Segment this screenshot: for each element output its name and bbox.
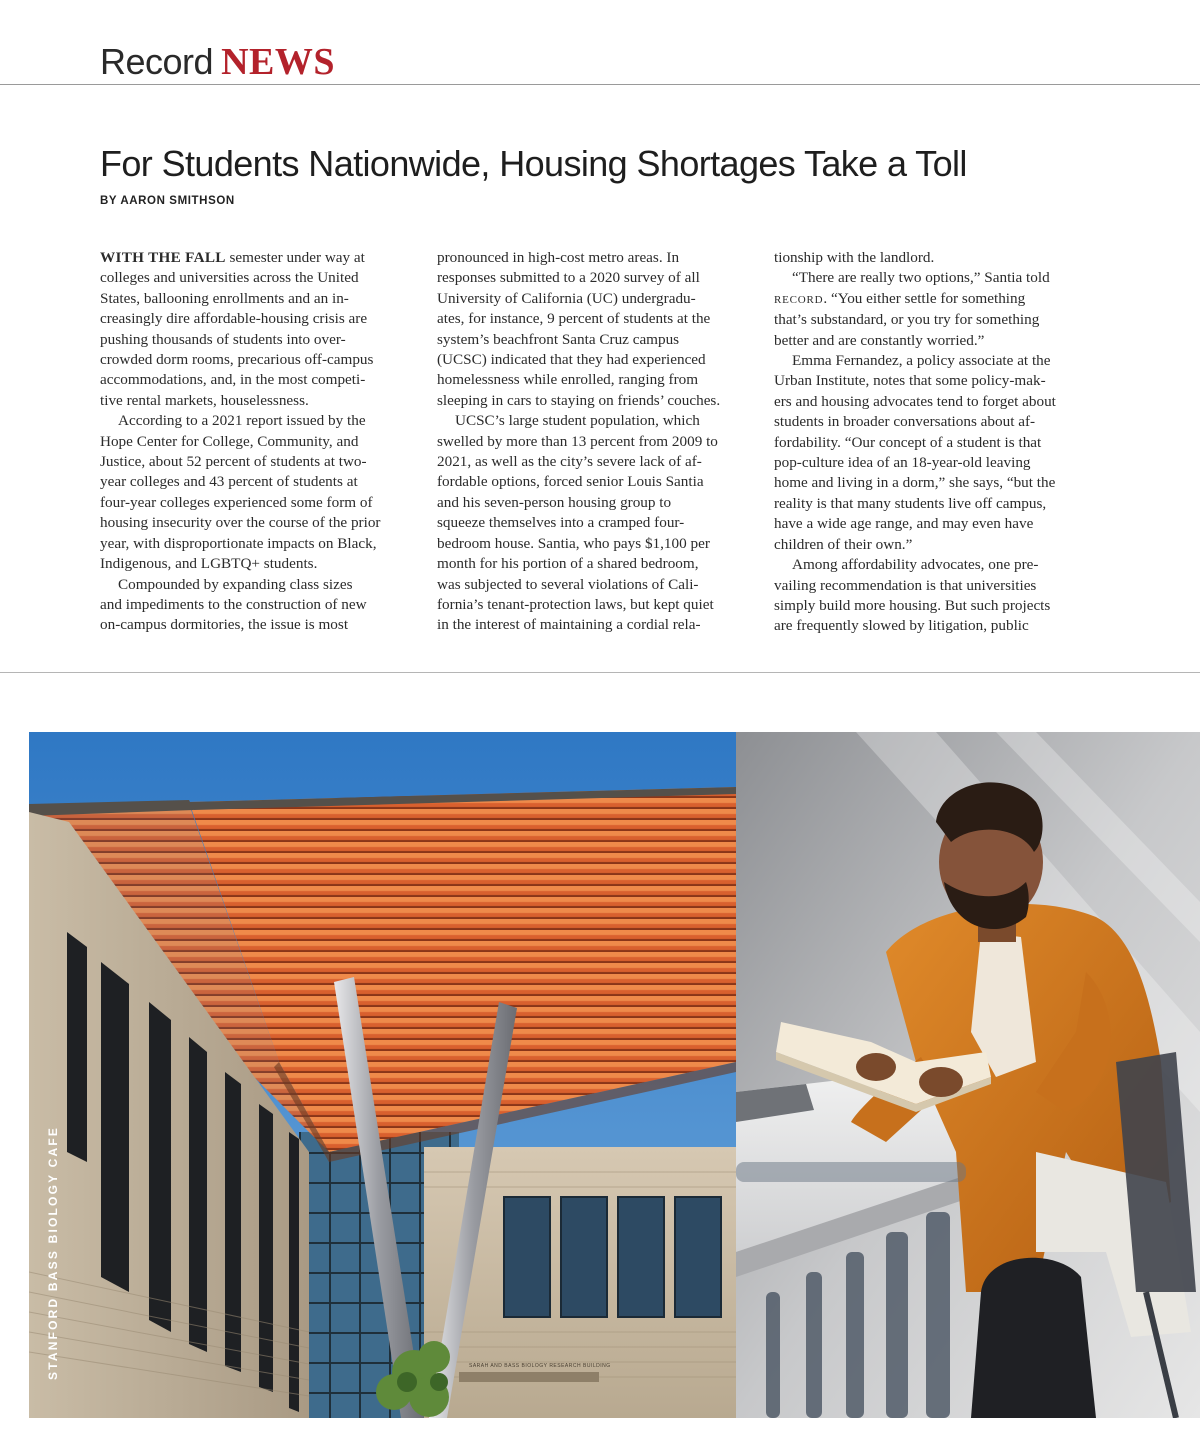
text-line: was subjected to several violations of Cali- <box>437 575 699 593</box>
text-line: pushing thousands of students into over- <box>100 330 346 348</box>
text-line: fornia’s tenant-protection laws, but kept quiet <box>437 595 714 613</box>
text-line: UCSC’s large student population, which <box>455 412 700 430</box>
lead-in: WITH THE FALL <box>100 249 226 266</box>
text-line: fordability. “Our concept of a student is that <box>774 433 1042 451</box>
section-name-light: Record <box>100 41 214 82</box>
text-line: tive rental markets, houselessness. <box>100 391 309 409</box>
text-line: home and living in a dorm,” she says, “but the <box>774 474 1056 492</box>
text-line: pronounced in high-cost metro areas. In <box>437 249 680 266</box>
text-line: pop-culture idea of an 18-year-old leaving <box>774 454 1031 472</box>
quote-continuation: . “You either settle for something <box>823 289 1026 307</box>
text-line: reality is that many students live off campus, <box>774 494 1047 512</box>
publication-name-smallcaps: RECORD <box>774 293 824 306</box>
header-divider <box>0 84 1200 85</box>
text-line: housing insecurity over the course of the prior <box>100 514 381 532</box>
text-line: accommodations, and, in the most competi- <box>100 371 366 389</box>
text-line: ates, for instance, 9 percent of students at the <box>437 310 711 328</box>
building-photo <box>29 732 736 1418</box>
text-line: According to a 2021 report issued by the <box>118 412 366 430</box>
text-line: are frequently slowed by litigation, public <box>774 617 1029 635</box>
article-column-2 <box>437 248 749 636</box>
text-line: sleeping in cars to staying on friends’ couches. <box>437 391 721 409</box>
building-sign: SARAH AND BASS BIOLOGY RESEARCH BUILDING <box>469 1363 611 1369</box>
article-column-3 <box>774 248 1086 637</box>
text-line: month for his portion of a shared bedroom, <box>437 555 699 573</box>
text-line: bedroom house. Santia, who pays $1,100 per <box>437 534 710 552</box>
text-line: fordable options, forced senior Louis Santia <box>437 473 704 491</box>
article-column-1 <box>100 248 412 636</box>
text-line: Urban Institute, notes that some policy-mak- <box>774 372 1046 390</box>
text-line: vailing recommendation is that universities <box>774 576 1037 594</box>
text-line: creasingly dire affordable-housing crisis are <box>100 310 368 328</box>
text-line: students in broader conversations about af- <box>774 413 1036 431</box>
text-line: squeeze themselves into a cramped four- <box>437 514 685 532</box>
text-line: Justice, about 52 percent of students at two- <box>100 453 367 471</box>
article-headline: For Students Nationwide, Housing Shortages Take a Toll <box>100 143 967 184</box>
text-line: system’s beachfront Santa Cruz campus <box>437 330 680 348</box>
text-line: tionship with the landlord. <box>774 249 935 266</box>
section-divider <box>0 672 1200 673</box>
text-line: “There are really two options,” Santia told <box>792 269 1050 287</box>
text-line: in the interest of maintaining a cordial rela- <box>437 616 701 634</box>
text-line: have a wide age range, and may even have <box>774 515 1034 533</box>
text-line: Compounded by expanding class sizes <box>118 575 353 593</box>
text-line: University of California (UC) undergradu- <box>437 289 696 307</box>
text-line: simply build more housing. But such projects <box>774 596 1051 614</box>
text-line: year, with disproportionate impacts on Black, <box>100 534 377 552</box>
section-masthead <box>100 40 335 84</box>
text-line: crowded dorm rooms, precarious off-campus <box>100 351 374 369</box>
text-line: four-year colleges experienced some form of <box>100 493 373 511</box>
text-line: homelessness while enrolled, ranging from <box>437 371 699 389</box>
text-line: better and are constantly worried.” <box>774 331 985 349</box>
text-line: responses submitted to a 2020 survey of all <box>437 269 700 287</box>
lead-in-continuation: semester under way at <box>225 249 365 266</box>
text-line: Hope Center for College, Community, and <box>100 432 359 450</box>
text-line: and his seven-person housing group to <box>437 493 672 511</box>
text-line <box>100 248 412 268</box>
text-line: States, ballooning enrollments and an in- <box>100 289 349 307</box>
student-reading-photo <box>736 732 1200 1418</box>
text-line: that’s substandard, or you try for something <box>774 311 1040 329</box>
text-line: on-campus dormitories, the issue is most <box>100 616 349 634</box>
text-line: Emma Fernandez, a policy associate at the <box>792 352 1051 370</box>
text-line: children of their own.” <box>774 535 913 553</box>
text-line: Among affordability advocates, one pre- <box>792 556 1039 574</box>
text-line: and impediments to the construction of new <box>100 595 367 613</box>
text-line: (UCSC) indicated that they had experienced <box>437 351 706 369</box>
text-line <box>774 289 1086 310</box>
text-line: swelled by more than 13 percent from 2009 to <box>437 432 718 450</box>
article-byline: BY AARON SMITHSON <box>100 195 235 207</box>
text-line: ers and housing advocates tend to forget about <box>774 392 1056 410</box>
photo-credit: STANFORD BASS BIOLOGY CAFE <box>46 1125 60 1380</box>
text-line: 2021, as well as the city’s severe lack of af- <box>437 453 702 471</box>
text-line: Indigenous, and LGBTQ+ students. <box>100 555 318 573</box>
text-line: colleges and universities across the United <box>100 269 359 287</box>
section-name-bold: NEWS <box>221 41 335 83</box>
text-line: year colleges and 43 percent of students at <box>100 473 358 491</box>
